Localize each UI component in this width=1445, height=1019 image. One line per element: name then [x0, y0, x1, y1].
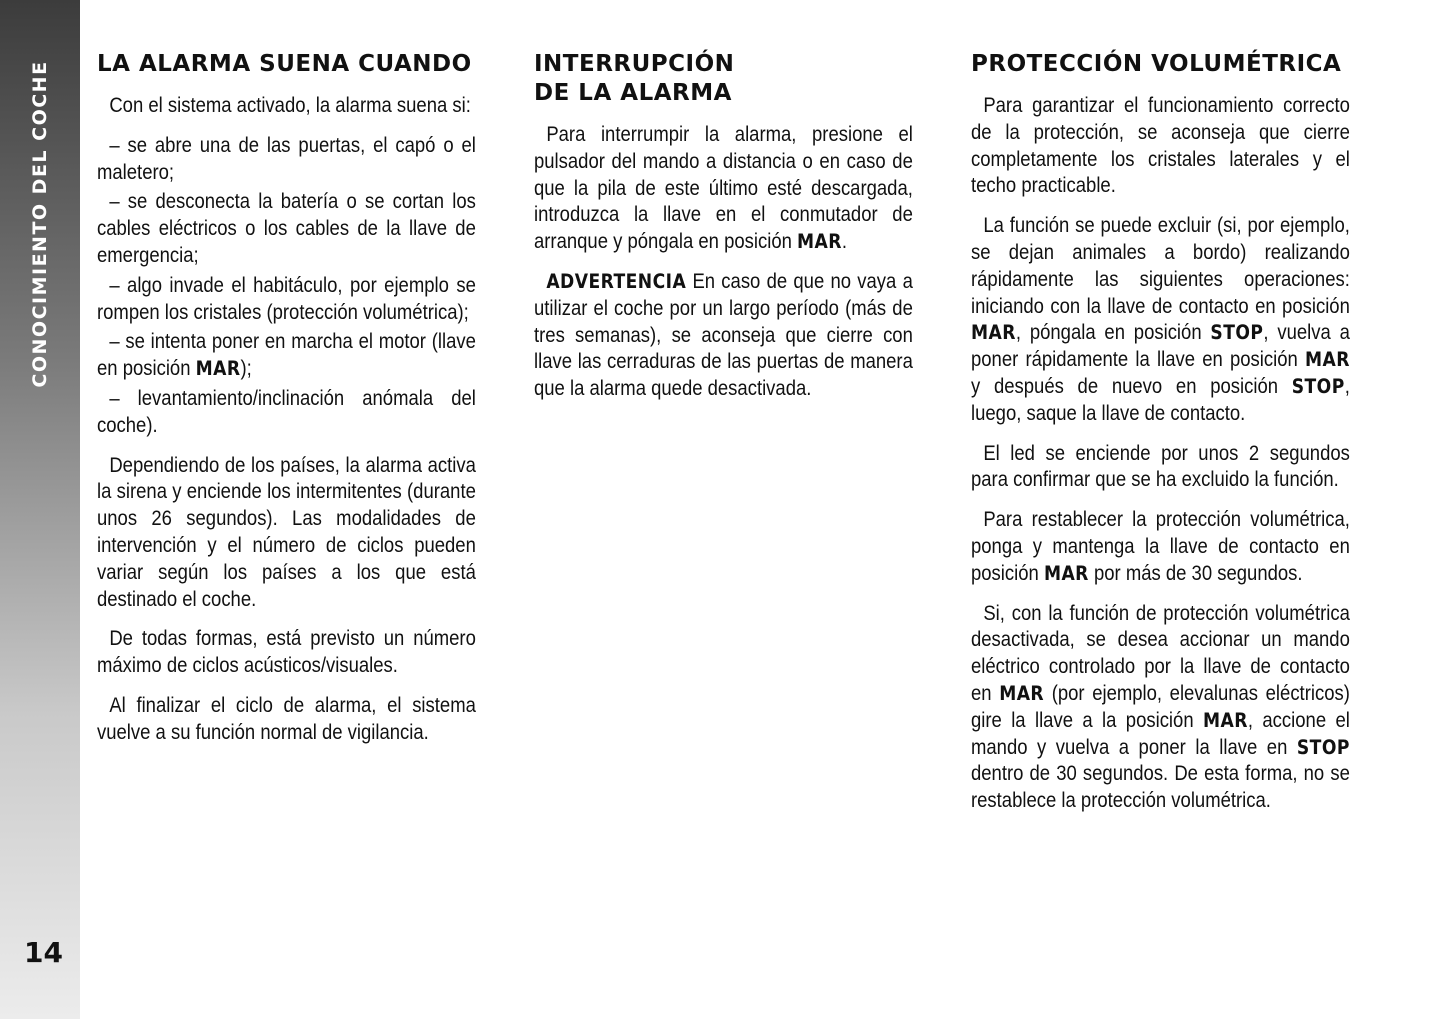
paragraph [534, 122, 913, 256]
heading-line: INTERRUPCIÓN [534, 51, 735, 77]
paragraph: Para garantizar el funcionamiento correcto de la protección, se aconseja que cierre completamente los cristales laterales y el techo practicable. [971, 94, 1350, 198]
text-run: , luego, saque la llave de contacto. [971, 374, 1350, 425]
column-volumetric-protection [971, 50, 1350, 828]
text-run: ); [240, 357, 252, 381]
warning-label: ADVERTENCIA [546, 269, 687, 293]
key-position-mar: MAR [999, 681, 1045, 705]
list-item [97, 329, 476, 383]
text-run: y después de nuevo en posición [971, 374, 1292, 398]
text-run: Para interrumpir la alarma, presione el pulsador del mando a distancia o en caso de que la pila de este último esté descargada, introduzca la llave en el conmutador de arranque y póngala en posición [534, 123, 913, 254]
key-position-stop: STOP [1291, 374, 1345, 398]
heading-line: DE LA ALARMA [534, 80, 732, 106]
text-run: por más de 30 segundos. [1088, 561, 1303, 585]
text-run: . [841, 230, 848, 254]
paragraph [971, 601, 1350, 815]
paragraph [971, 507, 1350, 587]
key-position-mar: MAR [1304, 348, 1350, 372]
intro-paragraph: Con el sistema activado, la alarma suena si: [109, 94, 471, 117]
list-item: – se desconecta la batería o se cortan los cables eléctricos o los cables de la llave de emergencia; [97, 190, 476, 267]
sidebar-band [0, 0, 80, 1019]
warning-paragraph [534, 269, 913, 403]
page-number: 14 [24, 936, 63, 969]
list-item: – se abre una de las puertas, el capó o el maletero; [97, 133, 476, 184]
heading-alarm-sounds: LA ALARMA SUENA CUANDO [97, 51, 472, 77]
paragraph: De todas formas, está previsto un número máximo de ciclos acústicos/visuales. [97, 627, 476, 678]
heading-volumetric-protection: PROTECCIÓN VOLUMÉTRICA [971, 51, 1342, 77]
key-position-mar: MAR [195, 357, 241, 381]
paragraph: El led se enciende por unos 2 segundos para confirmar que se ha excluido la función. [971, 441, 1350, 492]
text-run: Para restablecer la protección volumétrica, ponga y mantenga la llave de contacto en posición [971, 508, 1350, 585]
text-run: dentro de 30 segundos. De esta forma, no se restablece la protección volumétrica. [971, 762, 1350, 813]
text-run: – se intenta poner en marcha el motor (llave en posición [97, 330, 476, 381]
key-position-mar: MAR [797, 230, 842, 254]
paragraph: Al finalizar el ciclo de alarma, el sistema vuelve a su función normal de vigilancia. [97, 693, 476, 744]
key-position-stop: STOP [1296, 735, 1350, 759]
key-position-mar: MAR [1043, 561, 1089, 585]
section-title: CONOCIMIENTO DEL COCHE [29, 60, 51, 388]
column-alarm-interruption [534, 50, 913, 416]
text-run: , póngala en posición [1015, 321, 1211, 345]
text-run: La función se puede excluir (si, por ejemplo, se dejan animales a bordo) realizando rápidamente las siguientes operaciones: iniciando con la llave de contacto en posición [971, 214, 1350, 318]
key-position-mar: MAR [1202, 708, 1248, 732]
list-item: – levantamiento/inclinación anómala del coche). [97, 386, 476, 437]
text-run: , accione el mando y vuelva a poner la llave en [971, 708, 1350, 759]
paragraph [971, 213, 1350, 427]
heading-interrupt-alarm [534, 50, 913, 108]
key-position-stop: STOP [1210, 321, 1264, 345]
text-run: , vuelva a poner rápidamente la llave en posición [971, 321, 1350, 372]
key-position-mar: MAR [971, 321, 1016, 345]
text-run: (por ejemplo, elevalunas eléctricos) gire la llave a la posición [971, 681, 1350, 732]
paragraph: Dependiendo de los países, la alarma activa la sirena y enciende los intermitentes (durante unos 26 segundos). Las modalidades de intervención y el número de ciclos pueden variar según los países a los que está destinado el coche. [97, 453, 476, 611]
column-alarm-triggers [97, 50, 476, 760]
text-run: Si, con la función de protección volumétrica desactivada, se desea accionar un mando eléctrico controlado por la llave de contacto en [971, 601, 1350, 705]
list-item: – algo invade el habitáculo, por ejemplo se rompen los cristales (protección volumétrica); [97, 273, 476, 324]
warning-text: En caso de que no vaya a utilizar el coche por un largo período (más de tres semanas), se aconseja que cierre con llave las cerraduras de las puertas de manera que la alarma quede desactivada. [534, 269, 913, 401]
